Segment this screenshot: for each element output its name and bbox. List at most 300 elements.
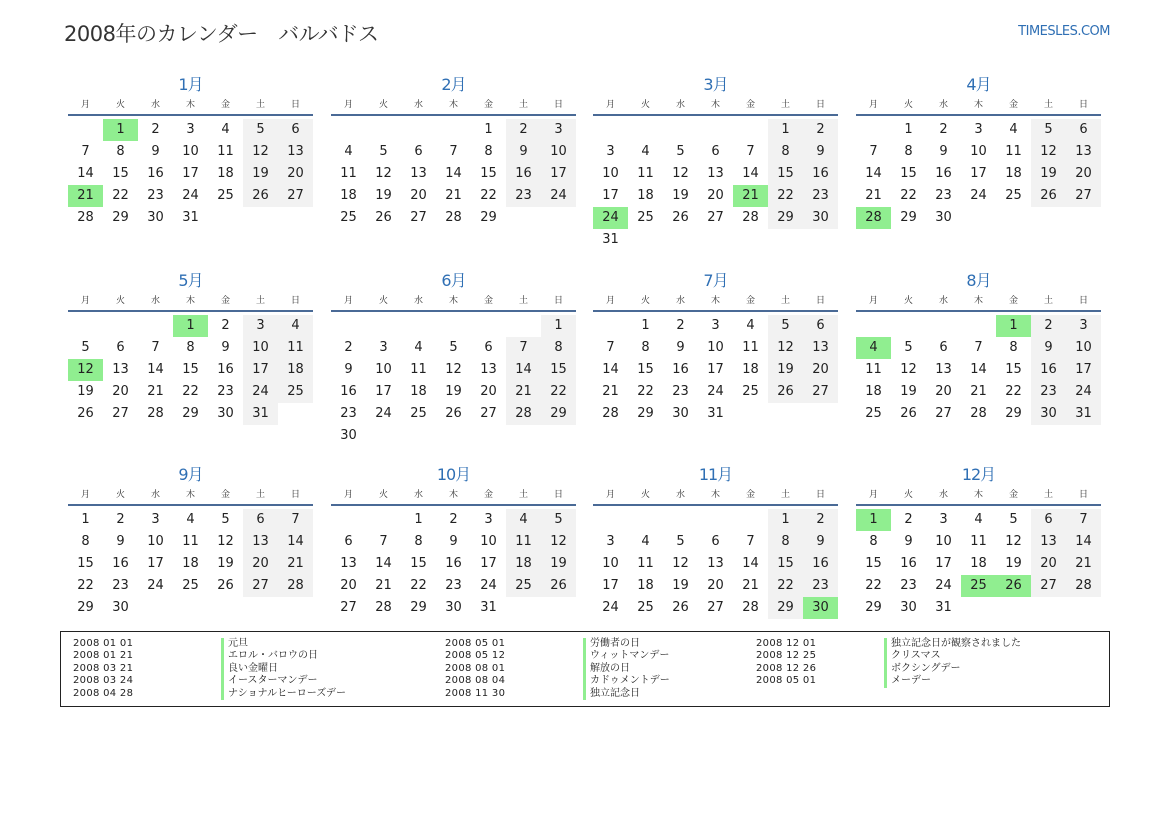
day-cell[interactable]: 27 xyxy=(1031,575,1066,597)
day-cell[interactable]: 4 xyxy=(506,509,541,531)
day-cell[interactable]: 12 xyxy=(672,166,689,181)
day-cell[interactable]: 29 xyxy=(541,403,576,425)
day-cell[interactable]: 19 xyxy=(375,188,392,203)
day-cell[interactable]: 10 xyxy=(243,337,278,359)
day-cell[interactable]: 14 xyxy=(445,166,462,181)
day-cell[interactable]: 6 xyxy=(414,144,423,159)
day-cell[interactable]: 3 xyxy=(1066,315,1101,337)
day-cell[interactable]: 10 xyxy=(935,534,952,549)
day-cell[interactable]: 4 xyxy=(278,315,313,337)
day-cell[interactable]: 10 xyxy=(602,556,619,571)
day-cell[interactable]: 12 xyxy=(243,141,278,163)
day-cell[interactable]: 4 xyxy=(344,144,353,159)
day-cell[interactable]: 19 xyxy=(1031,163,1066,185)
day-cell[interactable]: 20 xyxy=(243,553,278,575)
day-cell[interactable]: 26 xyxy=(672,210,689,225)
day-cell[interactable]: 24 xyxy=(243,381,278,403)
day-cell[interactable]: 17 xyxy=(243,359,278,381)
day-cell[interactable]: 2 xyxy=(151,122,160,137)
day-cell[interactable]: 27 xyxy=(803,381,838,403)
holiday-day-cell[interactable]: 1 xyxy=(856,509,891,531)
day-cell[interactable]: 18 xyxy=(217,166,234,181)
holiday-day-cell[interactable]: 28 xyxy=(856,207,891,229)
day-cell[interactable]: 4 xyxy=(1009,122,1018,137)
day-cell[interactable]: 6 xyxy=(1031,509,1066,531)
day-cell[interactable]: 21 xyxy=(970,384,987,399)
day-cell[interactable]: 13 xyxy=(278,141,313,163)
day-cell[interactable]: 17 xyxy=(182,166,199,181)
day-cell[interactable]: 1 xyxy=(414,512,423,527)
day-cell[interactable]: 25 xyxy=(340,210,357,225)
day-cell[interactable]: 10 xyxy=(182,144,199,159)
day-cell[interactable]: 3 xyxy=(711,318,720,333)
day-cell[interactable]: 2 xyxy=(939,122,948,137)
day-cell[interactable]: 8 xyxy=(768,141,803,163)
day-cell[interactable]: 7 xyxy=(379,534,388,549)
day-cell[interactable]: 23 xyxy=(1031,381,1066,403)
day-cell[interactable]: 8 xyxy=(484,144,493,159)
day-cell[interactable]: 9 xyxy=(904,534,913,549)
day-cell[interactable]: 15 xyxy=(410,556,427,571)
day-cell[interactable]: 28 xyxy=(278,575,313,597)
day-cell[interactable]: 20 xyxy=(410,188,427,203)
day-cell[interactable]: 3 xyxy=(379,340,388,355)
day-cell[interactable]: 20 xyxy=(803,359,838,381)
day-cell[interactable]: 3 xyxy=(939,512,948,527)
day-cell[interactable]: 11 xyxy=(340,166,357,181)
day-cell[interactable]: 9 xyxy=(506,141,541,163)
day-cell[interactable]: 2 xyxy=(803,509,838,531)
day-cell[interactable]: 13 xyxy=(935,362,952,377)
day-cell[interactable]: 30 xyxy=(935,210,952,225)
day-cell[interactable]: 23 xyxy=(672,384,689,399)
day-cell[interactable]: 19 xyxy=(541,553,576,575)
holiday-day-cell[interactable]: 24 xyxy=(593,207,628,229)
day-cell[interactable]: 6 xyxy=(344,534,353,549)
day-cell[interactable]: 26 xyxy=(77,406,94,421)
day-cell[interactable]: 26 xyxy=(672,600,689,615)
day-cell[interactable]: 20 xyxy=(1066,163,1101,185)
day-cell[interactable]: 25 xyxy=(182,578,199,593)
holiday-day-cell[interactable]: 21 xyxy=(733,185,768,207)
day-cell[interactable]: 21 xyxy=(278,553,313,575)
day-cell[interactable]: 6 xyxy=(711,534,720,549)
day-cell[interactable]: 12 xyxy=(217,534,234,549)
holiday-day-cell[interactable]: 12 xyxy=(68,359,103,381)
day-cell[interactable]: 16 xyxy=(1031,359,1066,381)
day-cell[interactable]: 29 xyxy=(768,597,803,619)
day-cell[interactable]: 27 xyxy=(278,185,313,207)
day-cell[interactable]: 15 xyxy=(182,362,199,377)
day-cell[interactable]: 14 xyxy=(865,166,882,181)
day-cell[interactable]: 3 xyxy=(541,119,576,141)
day-cell[interactable]: 29 xyxy=(480,210,497,225)
day-cell[interactable]: 30 xyxy=(803,207,838,229)
day-cell[interactable]: 28 xyxy=(1066,575,1101,597)
day-cell[interactable]: 15 xyxy=(541,359,576,381)
day-cell[interactable]: 18 xyxy=(865,384,882,399)
day-cell[interactable]: 31 xyxy=(480,600,497,615)
day-cell[interactable]: 15 xyxy=(768,553,803,575)
day-cell[interactable]: 17 xyxy=(375,384,392,399)
day-cell[interactable]: 16 xyxy=(340,384,357,399)
day-cell[interactable]: 3 xyxy=(606,144,615,159)
day-cell[interactable]: 13 xyxy=(1031,531,1066,553)
day-cell[interactable]: 6 xyxy=(711,144,720,159)
day-cell[interactable]: 24 xyxy=(1066,381,1101,403)
day-cell[interactable]: 3 xyxy=(606,534,615,549)
day-cell[interactable]: 5 xyxy=(676,534,685,549)
day-cell[interactable]: 16 xyxy=(900,556,917,571)
day-cell[interactable]: 13 xyxy=(1066,141,1101,163)
day-cell[interactable]: 4 xyxy=(186,512,195,527)
holiday-day-cell[interactable]: 25 xyxy=(961,575,996,597)
day-cell[interactable]: 2 xyxy=(344,340,353,355)
day-cell[interactable]: 18 xyxy=(506,553,541,575)
day-cell[interactable]: 7 xyxy=(81,144,90,159)
day-cell[interactable]: 7 xyxy=(506,337,541,359)
day-cell[interactable]: 28 xyxy=(506,403,541,425)
day-cell[interactable]: 11 xyxy=(410,362,427,377)
day-cell[interactable]: 4 xyxy=(414,340,423,355)
day-cell[interactable]: 18 xyxy=(970,556,987,571)
day-cell[interactable]: 7 xyxy=(151,340,160,355)
day-cell[interactable]: 23 xyxy=(217,384,234,399)
day-cell[interactable]: 12 xyxy=(768,337,803,359)
day-cell[interactable]: 14 xyxy=(1066,531,1101,553)
day-cell[interactable]: 16 xyxy=(217,362,234,377)
day-cell[interactable]: 23 xyxy=(445,578,462,593)
day-cell[interactable]: 14 xyxy=(375,556,392,571)
day-cell[interactable]: 26 xyxy=(1031,185,1066,207)
day-cell[interactable]: 22 xyxy=(637,384,654,399)
day-cell[interactable]: 13 xyxy=(707,166,724,181)
day-cell[interactable]: 5 xyxy=(1031,119,1066,141)
day-cell[interactable]: 9 xyxy=(221,340,230,355)
day-cell[interactable]: 11 xyxy=(278,337,313,359)
day-cell[interactable]: 27 xyxy=(707,600,724,615)
day-cell[interactable]: 1 xyxy=(81,512,90,527)
day-cell[interactable]: 30 xyxy=(340,428,357,443)
day-cell[interactable]: 18 xyxy=(1005,166,1022,181)
day-cell[interactable]: 9 xyxy=(939,144,948,159)
day-cell[interactable]: 29 xyxy=(637,406,654,421)
day-cell[interactable]: 11 xyxy=(506,531,541,553)
day-cell[interactable]: 8 xyxy=(869,534,878,549)
day-cell[interactable]: 26 xyxy=(445,406,462,421)
day-cell[interactable]: 7 xyxy=(606,340,615,355)
day-cell[interactable]: 9 xyxy=(1031,337,1066,359)
holiday-day-cell[interactable]: 1 xyxy=(173,315,208,337)
day-cell[interactable]: 21 xyxy=(147,384,164,399)
day-cell[interactable]: 7 xyxy=(746,534,755,549)
site-brand[interactable]: TIMESLES.COM xyxy=(1018,24,1110,39)
day-cell[interactable]: 17 xyxy=(707,362,724,377)
day-cell[interactable]: 20 xyxy=(707,188,724,203)
day-cell[interactable]: 16 xyxy=(112,556,129,571)
day-cell[interactable]: 24 xyxy=(935,578,952,593)
day-cell[interactable]: 27 xyxy=(340,600,357,615)
day-cell[interactable]: 3 xyxy=(974,122,983,137)
day-cell[interactable]: 29 xyxy=(1005,406,1022,421)
day-cell[interactable]: 1 xyxy=(484,122,493,137)
day-cell[interactable]: 16 xyxy=(672,362,689,377)
day-cell[interactable]: 8 xyxy=(904,144,913,159)
day-cell[interactable]: 21 xyxy=(506,381,541,403)
day-cell[interactable]: 28 xyxy=(970,406,987,421)
day-cell[interactable]: 28 xyxy=(147,406,164,421)
day-cell[interactable]: 13 xyxy=(707,556,724,571)
day-cell[interactable]: 19 xyxy=(77,384,94,399)
day-cell[interactable]: 19 xyxy=(900,384,917,399)
day-cell[interactable]: 4 xyxy=(641,144,650,159)
day-cell[interactable]: 24 xyxy=(182,188,199,203)
day-cell[interactable]: 12 xyxy=(1005,534,1022,549)
day-cell[interactable]: 9 xyxy=(151,144,160,159)
day-cell[interactable]: 23 xyxy=(935,188,952,203)
day-cell[interactable]: 4 xyxy=(746,318,755,333)
day-cell[interactable]: 11 xyxy=(637,166,654,181)
day-cell[interactable]: 15 xyxy=(1005,362,1022,377)
day-cell[interactable]: 20 xyxy=(935,384,952,399)
day-cell[interactable]: 22 xyxy=(182,384,199,399)
day-cell[interactable]: 8 xyxy=(414,534,423,549)
day-cell[interactable]: 2 xyxy=(676,318,685,333)
day-cell[interactable]: 4 xyxy=(641,534,650,549)
day-cell[interactable]: 27 xyxy=(243,575,278,597)
day-cell[interactable]: 6 xyxy=(939,340,948,355)
day-cell[interactable]: 25 xyxy=(278,381,313,403)
day-cell[interactable]: 2 xyxy=(803,119,838,141)
day-cell[interactable]: 25 xyxy=(410,406,427,421)
day-cell[interactable]: 3 xyxy=(186,122,195,137)
day-cell[interactable]: 5 xyxy=(379,144,388,159)
day-cell[interactable]: 21 xyxy=(865,188,882,203)
day-cell[interactable]: 8 xyxy=(1009,340,1018,355)
day-cell[interactable]: 9 xyxy=(803,141,838,163)
holiday-day-cell[interactable]: 1 xyxy=(996,315,1031,337)
day-cell[interactable]: 31 xyxy=(602,232,619,247)
day-cell[interactable]: 15 xyxy=(768,163,803,185)
day-cell[interactable]: 24 xyxy=(147,578,164,593)
day-cell[interactable]: 27 xyxy=(480,406,497,421)
day-cell[interactable]: 18 xyxy=(410,384,427,399)
day-cell[interactable]: 28 xyxy=(77,210,94,225)
day-cell[interactable]: 31 xyxy=(707,406,724,421)
holiday-day-cell[interactable]: 1 xyxy=(103,119,138,141)
day-cell[interactable]: 22 xyxy=(1005,384,1022,399)
day-cell[interactable]: 22 xyxy=(541,381,576,403)
day-cell[interactable]: 19 xyxy=(1005,556,1022,571)
day-cell[interactable]: 8 xyxy=(116,144,125,159)
day-cell[interactable]: 12 xyxy=(541,531,576,553)
day-cell[interactable]: 16 xyxy=(803,553,838,575)
day-cell[interactable]: 5 xyxy=(541,509,576,531)
day-cell[interactable]: 16 xyxy=(147,166,164,181)
day-cell[interactable]: 13 xyxy=(340,556,357,571)
day-cell[interactable]: 2 xyxy=(116,512,125,527)
day-cell[interactable]: 9 xyxy=(803,531,838,553)
day-cell[interactable]: 17 xyxy=(602,578,619,593)
day-cell[interactable]: 29 xyxy=(77,600,94,615)
day-cell[interactable]: 24 xyxy=(480,578,497,593)
day-cell[interactable]: 14 xyxy=(970,362,987,377)
day-cell[interactable]: 5 xyxy=(449,340,458,355)
day-cell[interactable]: 2 xyxy=(904,512,913,527)
day-cell[interactable]: 13 xyxy=(410,166,427,181)
day-cell[interactable]: 23 xyxy=(900,578,917,593)
day-cell[interactable]: 11 xyxy=(637,556,654,571)
day-cell[interactable]: 9 xyxy=(676,340,685,355)
day-cell[interactable]: 31 xyxy=(1066,403,1101,425)
day-cell[interactable]: 27 xyxy=(112,406,129,421)
day-cell[interactable]: 1 xyxy=(768,119,803,141)
day-cell[interactable]: 17 xyxy=(935,556,952,571)
day-cell[interactable]: 11 xyxy=(1005,144,1022,159)
day-cell[interactable]: 20 xyxy=(340,578,357,593)
day-cell[interactable]: 5 xyxy=(243,119,278,141)
day-cell[interactable]: 20 xyxy=(480,384,497,399)
day-cell[interactable]: 5 xyxy=(676,144,685,159)
day-cell[interactable]: 7 xyxy=(1066,509,1101,531)
day-cell[interactable]: 25 xyxy=(217,188,234,203)
day-cell[interactable]: 26 xyxy=(375,210,392,225)
day-cell[interactable]: 20 xyxy=(1031,553,1066,575)
day-cell[interactable]: 26 xyxy=(768,381,803,403)
day-cell[interactable]: 10 xyxy=(1066,337,1101,359)
day-cell[interactable]: 14 xyxy=(742,556,759,571)
day-cell[interactable]: 24 xyxy=(602,600,619,615)
day-cell[interactable]: 17 xyxy=(541,163,576,185)
day-cell[interactable]: 23 xyxy=(803,575,838,597)
day-cell[interactable]: 30 xyxy=(112,600,129,615)
day-cell[interactable]: 28 xyxy=(602,406,619,421)
day-cell[interactable]: 17 xyxy=(480,556,497,571)
day-cell[interactable]: 7 xyxy=(278,509,313,531)
day-cell[interactable]: 26 xyxy=(900,406,917,421)
day-cell[interactable]: 25 xyxy=(742,384,759,399)
day-cell[interactable]: 28 xyxy=(375,600,392,615)
day-cell[interactable]: 29 xyxy=(865,600,882,615)
day-cell[interactable]: 20 xyxy=(278,163,313,185)
day-cell[interactable]: 10 xyxy=(602,166,619,181)
day-cell[interactable]: 15 xyxy=(637,362,654,377)
day-cell[interactable]: 18 xyxy=(637,578,654,593)
day-cell[interactable]: 24 xyxy=(375,406,392,421)
day-cell[interactable]: 22 xyxy=(112,188,129,203)
day-cell[interactable]: 5 xyxy=(221,512,230,527)
day-cell[interactable]: 10 xyxy=(480,534,497,549)
day-cell[interactable]: 6 xyxy=(484,340,493,355)
day-cell[interactable]: 7 xyxy=(869,144,878,159)
day-cell[interactable]: 21 xyxy=(1066,553,1101,575)
day-cell[interactable]: 19 xyxy=(445,384,462,399)
day-cell[interactable]: 26 xyxy=(217,578,234,593)
day-cell[interactable]: 14 xyxy=(77,166,94,181)
day-cell[interactable]: 14 xyxy=(506,359,541,381)
day-cell[interactable]: 27 xyxy=(935,406,952,421)
day-cell[interactable]: 5 xyxy=(768,315,803,337)
day-cell[interactable]: 13 xyxy=(243,531,278,553)
day-cell[interactable]: 23 xyxy=(506,185,541,207)
day-cell[interactable]: 13 xyxy=(803,337,838,359)
day-cell[interactable]: 13 xyxy=(112,362,129,377)
day-cell[interactable]: 18 xyxy=(637,188,654,203)
day-cell[interactable]: 29 xyxy=(182,406,199,421)
day-cell[interactable]: 8 xyxy=(81,534,90,549)
day-cell[interactable]: 18 xyxy=(182,556,199,571)
day-cell[interactable]: 22 xyxy=(77,578,94,593)
day-cell[interactable]: 6 xyxy=(116,340,125,355)
day-cell[interactable]: 29 xyxy=(112,210,129,225)
day-cell[interactable]: 19 xyxy=(217,556,234,571)
day-cell[interactable]: 8 xyxy=(768,531,803,553)
day-cell[interactable]: 22 xyxy=(768,575,803,597)
day-cell[interactable]: 10 xyxy=(375,362,392,377)
day-cell[interactable]: 12 xyxy=(1031,141,1066,163)
day-cell[interactable]: 6 xyxy=(243,509,278,531)
day-cell[interactable]: 14 xyxy=(278,531,313,553)
day-cell[interactable]: 23 xyxy=(803,185,838,207)
day-cell[interactable]: 19 xyxy=(243,163,278,185)
day-cell[interactable]: 3 xyxy=(151,512,160,527)
day-cell[interactable]: 19 xyxy=(672,578,689,593)
day-cell[interactable]: 24 xyxy=(970,188,987,203)
day-cell[interactable]: 15 xyxy=(112,166,129,181)
day-cell[interactable]: 2 xyxy=(449,512,458,527)
day-cell[interactable]: 30 xyxy=(445,600,462,615)
day-cell[interactable]: 6 xyxy=(278,119,313,141)
day-cell[interactable]: 29 xyxy=(410,600,427,615)
day-cell[interactable]: 12 xyxy=(375,166,392,181)
holiday-day-cell[interactable]: 30 xyxy=(803,597,838,619)
day-cell[interactable]: 19 xyxy=(672,188,689,203)
day-cell[interactable]: 15 xyxy=(480,166,497,181)
day-cell[interactable]: 21 xyxy=(445,188,462,203)
day-cell[interactable]: 17 xyxy=(602,188,619,203)
day-cell[interactable]: 11 xyxy=(865,362,882,377)
day-cell[interactable]: 15 xyxy=(900,166,917,181)
day-cell[interactable]: 17 xyxy=(147,556,164,571)
day-cell[interactable]: 30 xyxy=(217,406,234,421)
day-cell[interactable]: 30 xyxy=(147,210,164,225)
day-cell[interactable]: 4 xyxy=(221,122,230,137)
holiday-day-cell[interactable]: 4 xyxy=(856,337,891,359)
day-cell[interactable]: 17 xyxy=(970,166,987,181)
day-cell[interactable]: 7 xyxy=(449,144,458,159)
day-cell[interactable]: 10 xyxy=(541,141,576,163)
holiday-day-cell[interactable]: 21 xyxy=(68,185,103,207)
day-cell[interactable]: 31 xyxy=(935,600,952,615)
day-cell[interactable]: 9 xyxy=(344,362,353,377)
day-cell[interactable]: 11 xyxy=(742,340,759,355)
day-cell[interactable]: 9 xyxy=(449,534,458,549)
day-cell[interactable]: 27 xyxy=(707,210,724,225)
day-cell[interactable]: 8 xyxy=(541,337,576,359)
day-cell[interactable]: 28 xyxy=(742,210,759,225)
day-cell[interactable]: 21 xyxy=(375,578,392,593)
day-cell[interactable]: 16 xyxy=(445,556,462,571)
day-cell[interactable]: 9 xyxy=(116,534,125,549)
day-cell[interactable]: 2 xyxy=(221,318,230,333)
day-cell[interactable]: 21 xyxy=(602,384,619,399)
day-cell[interactable]: 10 xyxy=(147,534,164,549)
day-cell[interactable]: 2 xyxy=(506,119,541,141)
day-cell[interactable]: 6 xyxy=(803,315,838,337)
day-cell[interactable]: 10 xyxy=(707,340,724,355)
day-cell[interactable]: 10 xyxy=(970,144,987,159)
day-cell[interactable]: 25 xyxy=(1005,188,1022,203)
